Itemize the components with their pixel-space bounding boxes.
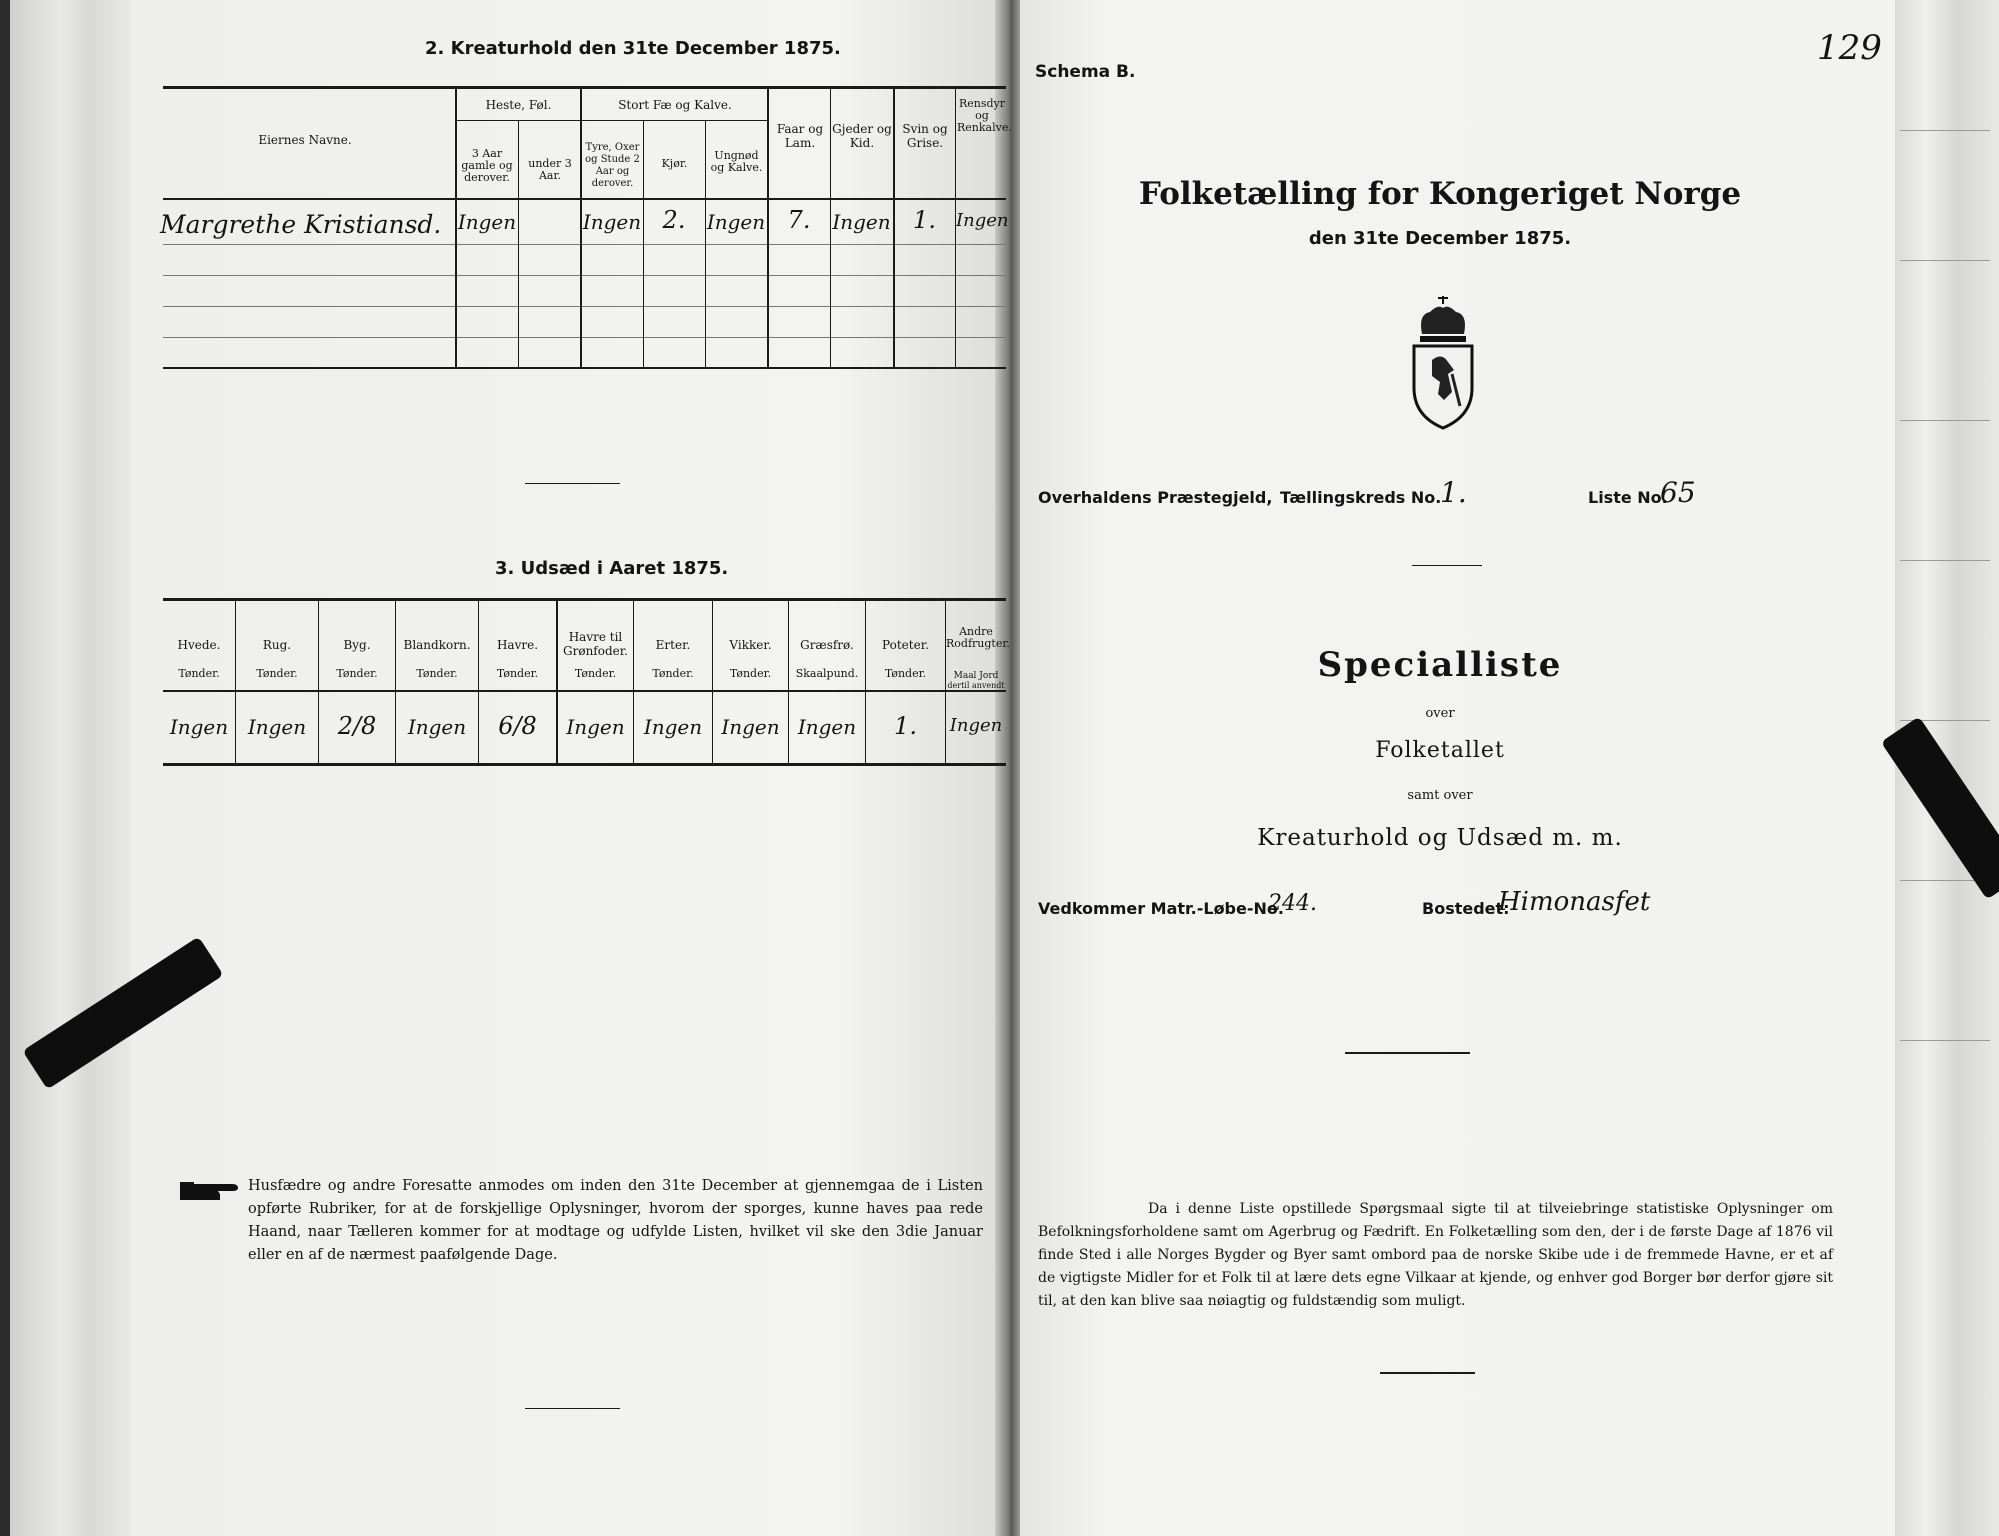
col-sheep: Faar og Lam. [776,122,824,150]
col-goats: Gjeder og Kid. [832,122,892,150]
seed-header-mixed-grain: Blandkorn. [403,638,471,652]
goats-value: Ingen [832,210,891,234]
seed-header-grass-seed: Græsfrø. [800,638,854,652]
col-reindeer: Rensdyr og Renkalve. [957,97,1012,134]
seed-value-rye: Ingen [247,715,307,739]
reindeer-value: Ingen [956,210,1009,231]
seed-header-barley: Byg. [343,638,371,652]
col-young-cattle: Ungnød og Kalve. [710,149,763,174]
sheep-value: 7. [787,206,811,234]
seed-unit-mixed-grain: Tønder. [416,667,458,680]
seed-unit-peas: Tønder. [652,667,694,680]
seed-unit-extra: dertil anvendt [947,681,1005,690]
pointing-hand-icon [180,1178,242,1208]
seed-value-barley: 2/8 [337,712,377,740]
owner-name: Margrethe Kristiansd. [160,210,442,239]
right-divider-1 [1412,565,1482,566]
bosted-label: Bostedet: [1422,899,1510,918]
date-line: den 31te December 1875. [1308,228,1572,249]
seed-unit-wheat: Tønder. [178,667,220,680]
seed-header-wheat: Hvede. [177,638,221,652]
seed-header-vetch: Vikker. [729,638,772,652]
right-divider-2 [1345,1052,1470,1054]
liste-value: 65 [1660,476,1696,509]
seed-unit-potatoes: Tønder. [884,667,927,680]
seed-value-peas: Ingen [643,715,703,739]
bosted-value: Himonasfet [1498,887,1651,917]
seed-value-vetch: Ingen [721,715,780,739]
young-cattle-value: Ingen [706,210,766,234]
cattle-group-header: Stort Fæ og Kalve. [618,98,732,112]
col-horses-old: 3 Aar gamle og derover. [461,147,513,184]
heading-specialliste: Specialliste [1317,645,1563,685]
seed-value-green-oats: Ingen [566,715,625,739]
horses-old-value: Ingen [457,210,517,234]
section3-title: 3. Udsæd i Aaret 1875. [495,558,729,579]
col-pigs: Svin og Grise. [902,122,948,150]
section2-title: 2. Kreaturhold den 31te December 1875. [425,38,841,59]
seed-header-rye: Rug. [262,638,292,652]
subheading: Kreaturhold og Udsæd m. m. [1257,825,1623,851]
seed-header-oats: Havre. [496,638,539,652]
divider [525,483,620,484]
text-folketallet: Folketallet [1375,738,1505,763]
seed-unit-rye: Tønder. [256,667,298,680]
col-bulls: Tyre, Oxer og Stude 2 Aar og derover. [585,142,640,189]
main-title: Folketælling for Kongeriget Norge [1138,176,1742,212]
seed-header-peas: Erter. [655,638,691,652]
seed-unit-oats: Tønder. [496,667,539,680]
text-over: over [1425,706,1455,721]
pigs-value: 1. [913,206,936,234]
horses-group-header: Heste, Føl. [485,98,552,112]
col-cows: Kjør. [661,157,688,170]
kreds-label: Tællingskreds No. [1280,488,1442,507]
seed-header-potatoes: Poteter. [882,638,929,652]
seed-value-potatoes: 1. [894,712,917,740]
seed-unit-barley: Tønder. [336,667,378,680]
seed-unit-vetch: Tønder. [729,667,772,680]
seed-value-grass-seed: Ingen [797,715,857,739]
seed-value-wheat: Ingen [169,715,229,739]
bulls-value: Ingen [582,210,642,234]
seed-unit-other-roots: Maal Jord [953,671,999,681]
parish-label: Overhaldens Præstegjeld, [1038,488,1273,507]
kreds-value: 1. [1440,476,1467,509]
seed-value-oats: 6/8 [498,712,537,740]
seed-value-mixed-grain: Ingen [407,715,467,739]
explanation-text: Da i denne Liste opstillede Spørgsmaal sigte til at tilveiebringe statistiske Oplysninger om Befolkningsforholdene samt om Agerbrug og Fædrift. En Folketælling som den, der i de første Dage af 1876 vil finde Sted i alle Norges Bygder og Byer samt ombord paa de norske Skibe ude i de fremmede Havne, er et af de vigtigste Midler for et Folk til at lære dets egne Vilkaar at kjende, og enhver god Borger bør derfor gjøre sit til, at den kan blive saa nøiagtig og fuldstændig som muligt. [1038,1201,1833,1309]
matr-value: 244. [1268,891,1317,916]
seed-header-other-roots: Andre Rodfrugter. [946,625,1010,650]
col-horses-young: under 3 Aar. [528,157,572,182]
seed-unit-green-oats: Tønder. [574,667,617,680]
owner-header: Eiernes Navne. [258,133,352,147]
page-stack-left [10,0,140,1536]
coat-of-arms-icon [1408,296,1478,435]
matr-label: Vedkommer Matr.-Løbe-No. [1038,899,1284,918]
notice-text: Husfædre og andre Foresatte anmodes om inden den 31te December at gjennemgaa de i Listen opførte Rubriker, for at de forskjellige Oplysninger, hvorom der sporges, kunne haves paa rede Haand, naar Tælleren kommer for at modtage og udfylde Listen, hvilket vil ske den 3die Januar eller en af de nærmest paafølgende Dage. [248,1178,983,1263]
seed-value-other-roots: Ingen [949,715,1003,736]
liste-label: Liste No. [1588,488,1668,507]
right-divider-3 [1380,1372,1475,1374]
divider-bottom-left [525,1408,620,1409]
seed-unit-grass-seed: Skaalpund. [795,667,859,680]
schema-label: Schema B. [1035,62,1136,82]
seed-header-green-oats: Havre til Grønfoder. [563,630,628,658]
cows-value: 2. [662,206,686,234]
text-samt-over: samt over [1407,788,1473,803]
page-number: 129 [1817,28,1882,68]
